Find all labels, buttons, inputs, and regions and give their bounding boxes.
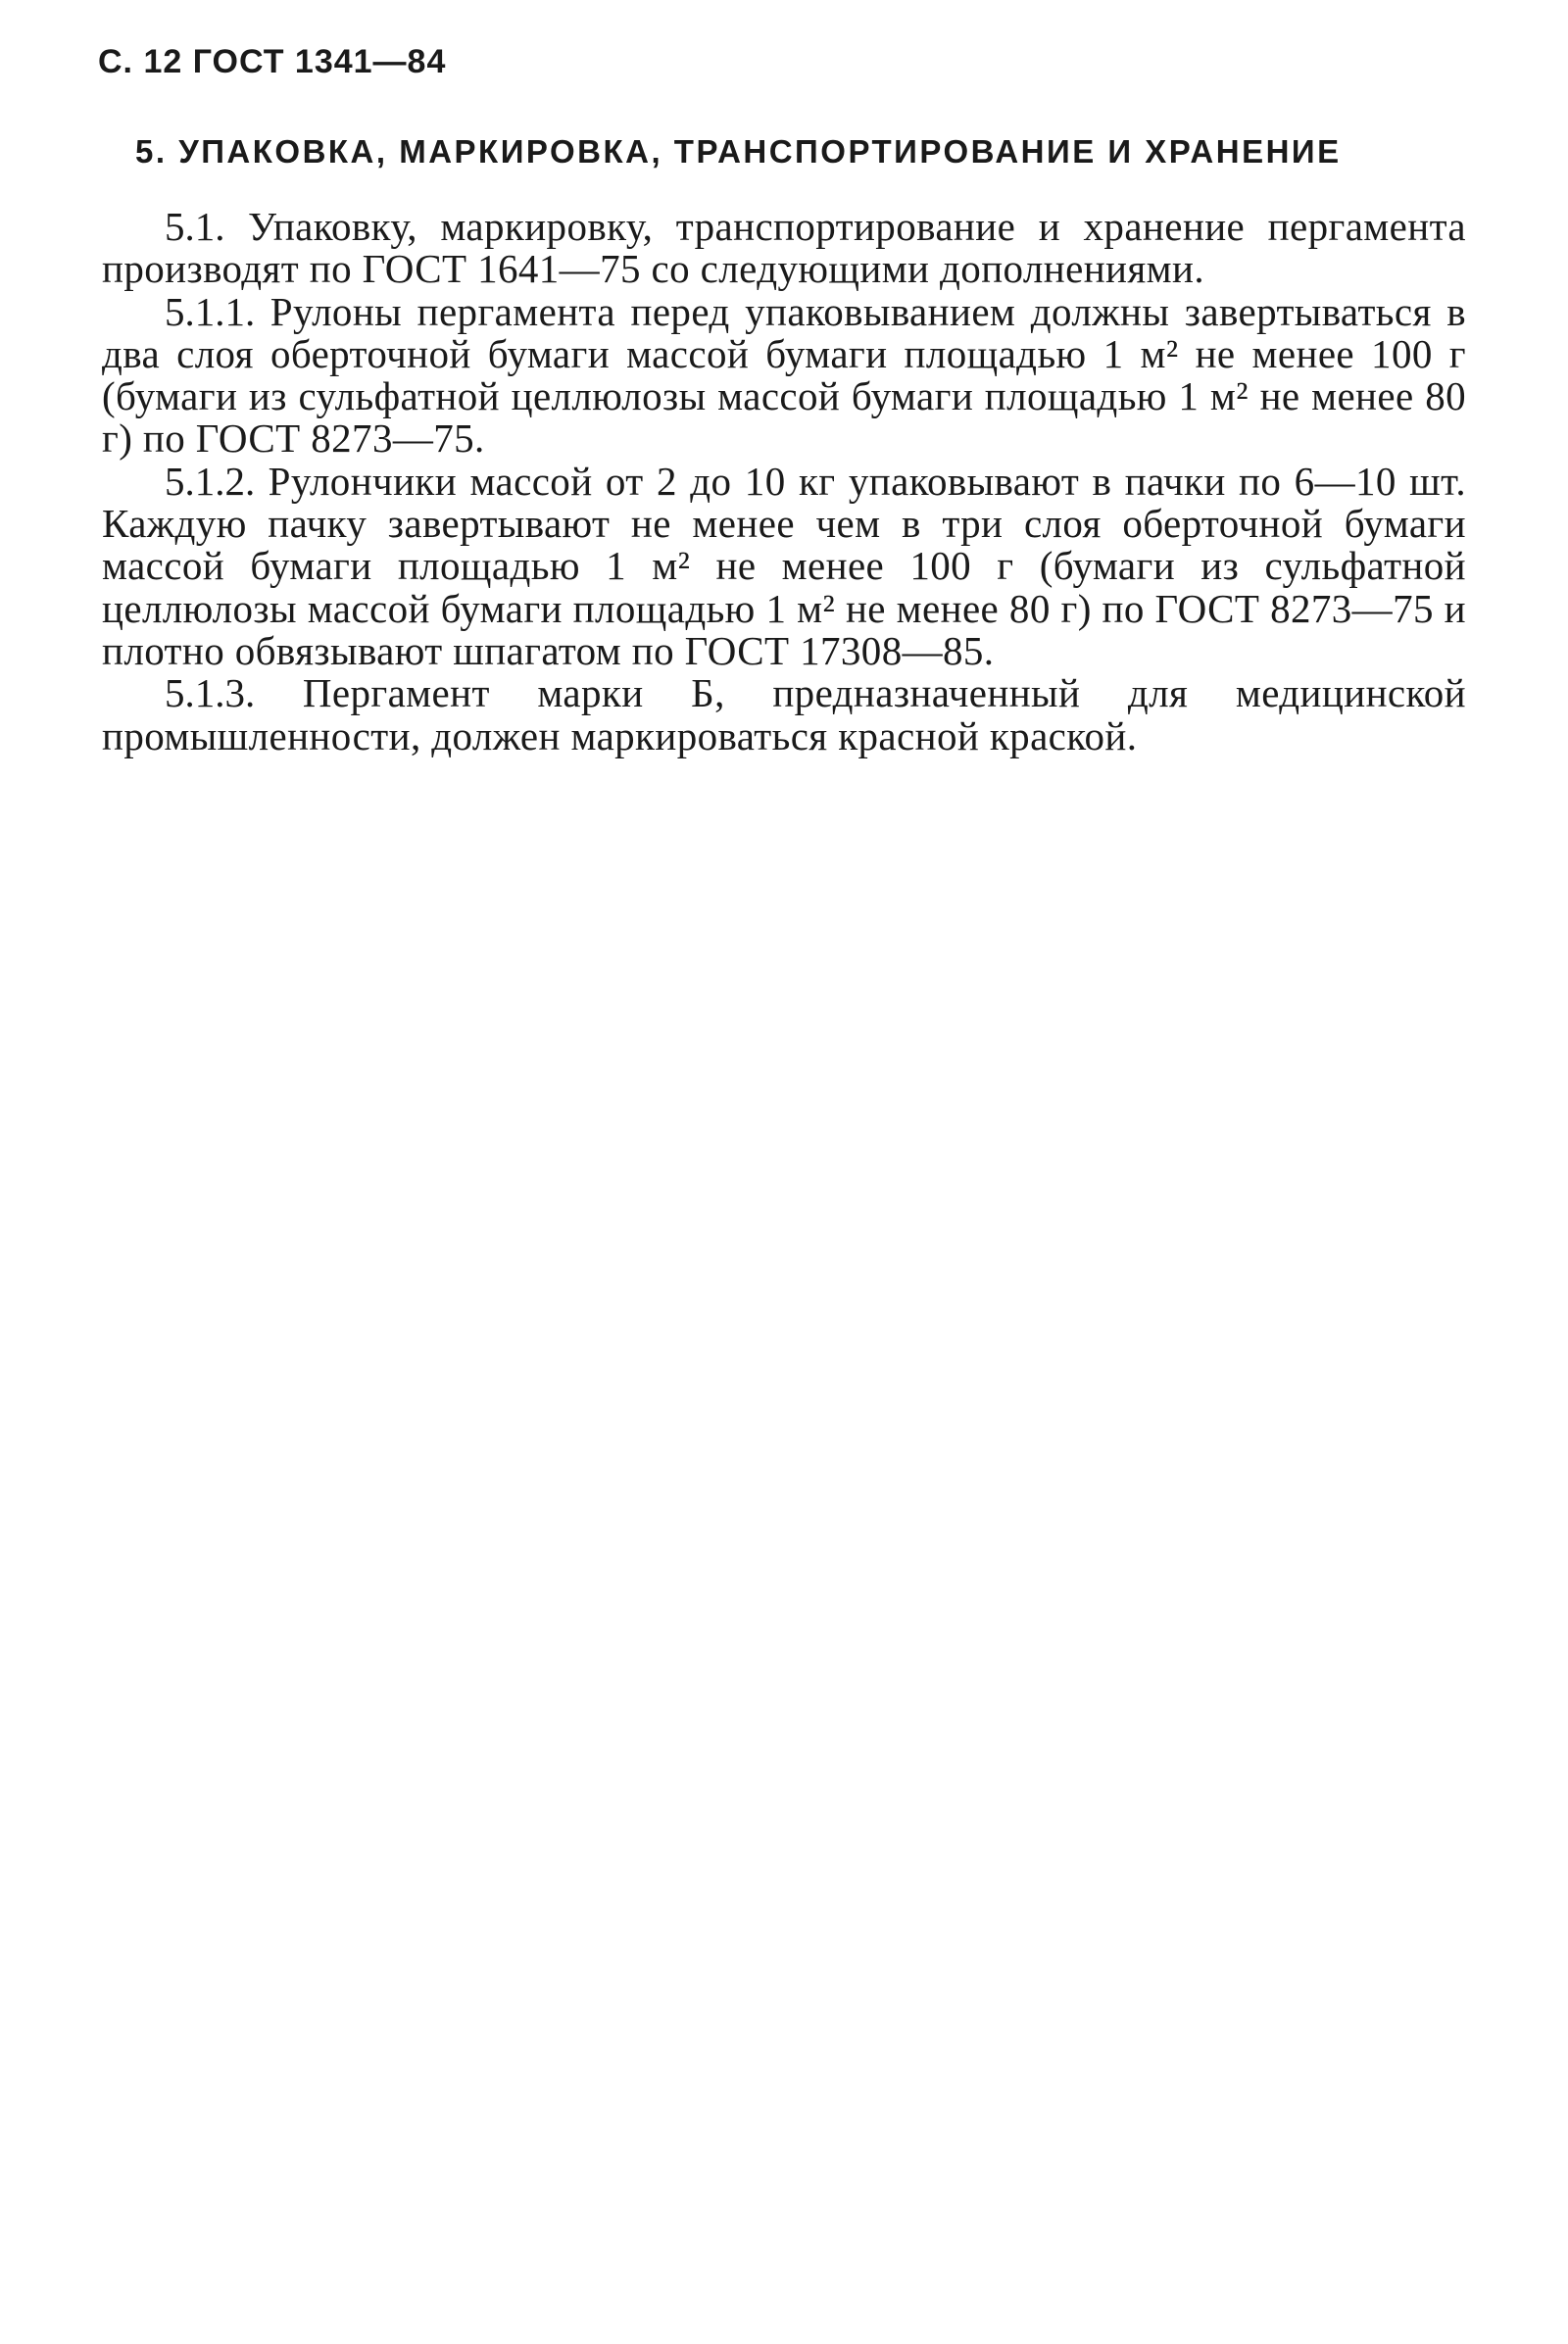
paragraph-5-1 <box>102 206 1466 291</box>
paragraph-5-1-2 <box>102 458 1467 673</box>
paragraph-text: Упаковку, маркировку, транспортирование и хранение пергамента производят по ГОСТ 1641—75 со следующими дополнениями. <box>102 204 1466 292</box>
paragraph-text: Рулоны пергамента перед упаковыванием должны завертываться в два слоя оберточной бумаги массой бумаги площадью 1 м² не менее 100 г (бумаги из сульфатной целлюлозы массой бумаги площадью 1 м² не менее 80 г) по ГОСТ 8273—75. <box>102 288 1466 462</box>
section-body <box>102 206 1466 757</box>
paragraph-5-1-3 <box>102 672 1466 757</box>
paragraph-text: Пергамент марки Б, предназначенный для медицинской промышленности, должен маркироваться красной краской. <box>102 670 1466 758</box>
running-header: С. 12 ГОСТ 1341—84 <box>98 43 447 80</box>
paragraph-5-1-1 <box>102 288 1466 462</box>
section-heading: 5. УПАКОВКА, МАРКИРОВКА, ТРАНСПОРТИРОВАНИЕ И ХРАНЕНИЕ <box>135 133 1342 170</box>
paragraph-number: 5.1.3. <box>165 670 256 716</box>
paragraph-number: 5.1. <box>165 204 225 249</box>
paragraph-number: 5.1.2. <box>165 458 256 504</box>
paragraph-text: Рулончики массой от 2 до 10 кг упаковывают в пачки по 6—10 шт. Каждую пачку завертывают не менее чем в три слоя оберточной бумаги массой бумаги площадью 1 м² не менее 100 г (бумаги из сульфатной целлюлозы массой бумаги площадью 1 м² не менее 80 г) по ГОСТ 8273—75 и плотно обвязывают шпагатом по ГОСТ 17308—85. <box>102 458 1467 673</box>
paragraph-number: 5.1.1. <box>165 288 256 334</box>
